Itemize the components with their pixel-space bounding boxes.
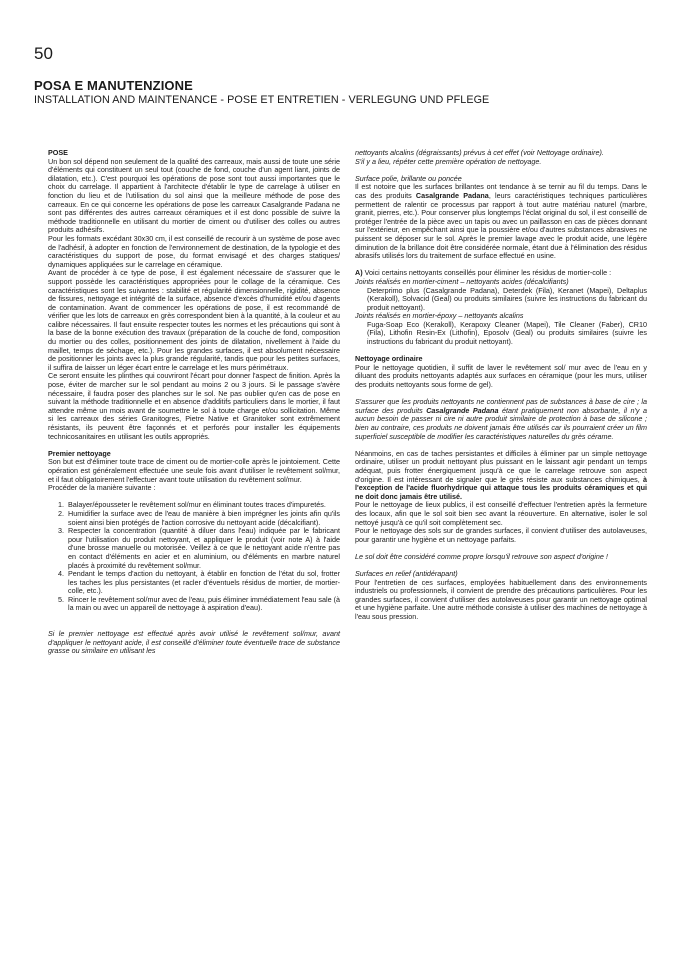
paragraph: Un bon sol dépend non seulement de la qualité des carreaux, mais aussi de toute une série d'éléments qui constituent un seul tout (couche de fond, couche d'un agent liant, joints de dilatation, etc.). C'est pourquoi les opérations de pose sont tout aussi importantes que le choix du carrelage. Il appartient à l'architecte d'établir le type de carrelage à utiliser en fonction du lieu et de l'utilisation du sol ainsi que la meilleure méthode de pose des carreaux. En ce qui concerne les opérations de pose les carreaux Casalgrande Padana ne sont pas différentes des autres carreaux céramiques et il est donc possible de suivre la méthode traditionnelle en utilisant du mortier de ciment ou d'utiliser des colles ou autres produits adhésifs. [48, 156, 340, 235]
list-item: 5. Rincer le revêtement sol/mur avec de l'eau, puis éliminer immédiatement l'eau sale (à la main ou avec un appareil de nettoyage à aspiration d'eau). [66, 596, 340, 613]
page-number: 50 [34, 44, 53, 63]
paragraph: Pour les formats excédant 30x30 cm, il est conseillé de recourir à un système de pose avec de l'adhésif, à adopter en fonction de l'environnement de destination, de la typologie et des caractéristiques du support de pose, du format envisagé et des charges statiques/ dynamiques appliquées sur le carrelage en céramique. [48, 233, 340, 269]
note-paragraph: Si le premier nettoyage est effectué après avoir utilisé le revêtement sol/mur, avant d'appliquer le nettoyant acide, il est conseillé d'éliminer toute éventuelle trace de substance grasse ou similaire en utilisant les [48, 629, 340, 656]
paragraph: Néanmoins, en cas de taches persistantes et difficiles à éliminer par un simple nettoyage ordinaire, utiliser un produit nettoyant plus puissant en le laissant agir pendant un temps adéquat, puis frotter énergiquement jusqu'à ce que le carrelage retrouve son aspect d'origine. Il est intéressant de signaler que le grès résiste aux substances chimiques, à l'exception de l'acide fluorhydrique qui attaque tous les produits céramiques et qui ne doit donc jamais être utilisé. [355, 448, 647, 501]
epoxy-joints-products: Fuga-Soap Eco (Kerakoll), Kerapoxy Cleaner (Mapei), Tile Cleaner (Faber), CR10 (Fila), Lithofin Resin-Ex (Lithofin), Eposolv (Geal) ou produits similaires (suivre les instructions du fabricant du produit nettoyant). [367, 319, 647, 347]
paragraph: S'il y a lieu, répéter cette première opération de nettoyage. [355, 156, 542, 166]
list-item: 4. Pendant le temps d'action du nettoyant, à établir en fonction de l'état du sol, frotter les taches les plus persistantes (et racler d'éventuels résidus de mortier, de mortier-colle, etc.). [66, 570, 340, 596]
ordinary-heading: Nettoyage ordinaire [355, 354, 423, 364]
paragraph: Son but est d'éliminer toute trace de ciment ou de mortier-colle après le jointoiement. Cette opération est généralement effectuée une seule fois avant d'utiliser le revêtement sol/mur, et il faut obligatoirement l'effectuer avant toute utilisation du revêtement sol/mur. [48, 457, 340, 484]
paragraph: Pour le nettoyage quotidien, il suffit de laver le revêtement sol/ mur avec de l'eau en y diluant des produits nettoyants adaptés aux surfaces en céramique (pour les murs, utiliser des produits nettoyants sous forme de gel). [355, 362, 647, 390]
paragraph: Pour le nettoyage de lieux publics, il est conseillé d'effectuer l'entretien après la fermeture des locaux, afin que le sol soit bien sec avant la réouverture. En alternative, isoler le sol nettoyé jusqu'à ce qu'il soit complètement sec. [355, 500, 647, 527]
paragraph: Avant de procéder à ce type de pose, il est également nécessaire de s'assurer que le support possède les caractéristiques appropriées pour le collage de la céramique. Ces caractéristiques sont les suivantes : stabilité et régularité dimensionnelle, rigidité, absence de fissures, nettoyage et intégrité de la surface, absence d'excès d'humidité et/ou d'agents de contamination. Avant de commencer les opérations de pose, il est recommandé de vérifier que les lots de carreaux en grès correspondent bien à la quantité, à la couleur et au calibre nécessaires. Il faut ensuite respecter toutes les normes et les précautions qui sont à la base de la bonne exécution des travaux (préparation de la couche de fond, composition du mortier ou des colles, positionnement des joints de dilatation, nivellement à l'aide du maillet, temps de séchage, etc.). Pour les grandes surfaces, il est absolument nécessaire de positionner les joints avec la plus grande régularité, tandis que pour les petites surfaces, il suffira de laisser un léger écart entre le carrelage et les murs périmétraux. [48, 268, 340, 372]
paragraph: Ce seront ensuite les plinthes qui couvriront l'écart pour donner l'aspect de finition. Après la pose, éviter de marcher sur le sol pendant au moins 2 ou 3 jours. Si le passage s'avère nécessaire, il faudra poser des planches sur le sol. Ne pas oublier qu'en cas de pose en suivant la méthode traditionnelle et en absence d'additifs particuliers dans le mortier, il faut attendre même un mois avant de soumettre le sol à toute charge et/ou sollicitation. Même si les carreaux des séries Granitogres, Pietre Native et Granitoker sont extrêmement résistants, ils peuvent être façonnés et et perforés pour installer les équipements technicosanitaires en utilisant les outils appropriés. [48, 371, 340, 441]
epoxy-joints-title: Joints réalisés en mortier-époxy – nettoyants alcalins [355, 311, 524, 321]
page-title: POSA E MANUTENZIONE [34, 78, 193, 93]
cement-joints-products: Deterprimo plus (Casalgrande Padana), Deterdek (Fila), Keranet (Mapei), Deltaplus (Kerakoll), Solvacid (Geal) ou produits similaires (suivre les instructions du fabricant du produit nettoyant). [367, 285, 647, 312]
paragraph: Pour l'entretien de ces surfaces, employées habituellement dans des environnements industriels ou professionnels, il convient de prendre des précautions particulières. Pour les grandes surfaces, il convient d'utiliser des autolaveuses pour garantir un nettoyage optimal et une hygiène parfaite. Une autre méthode consiste à utiliser des machines de nettoyage à l'eau sous pression. [355, 577, 647, 622]
paragraph: Procéder de la manière suivante : [48, 483, 156, 493]
left-column [48, 149, 340, 656]
steps-list [48, 501, 340, 613]
paragraph: Le sol doit être considéré comme propre lorsqu'il retrouve son aspect d'origine ! [355, 551, 608, 561]
paragraph: Pour le nettoyage des sols sur de grandes surfaces, il convient d'utiliser des autolaveuses, pour garantir une hygiène et un nettoyage parfaits. [355, 526, 647, 544]
polished-heading: Surface polie, brillante ou poncée [355, 173, 462, 183]
paragraph: Il est notoire que les surfaces brillantes ont tendance à se ternir au fil du temps. Dans le cas des produits Casalgrande Padana, leurs caractéristiques techniques particulières permettent de ralentir ce processus par rapport à tout autre matériau naturel (marbre, granit, pierres, etc.). Pour conserver plus longtemps l'éclat original du sol, il est conseillé de protéger l'entrée de la pièce avec un tapis ou avec un paillasson en cas de pièces donnant sur l'extérieur, en empêchant ainsi que la poussière et/ou d'autres substances abrasives ne puissent se déposer sur le sol. Après le premier lavage avec le produit acide, une légère diminution de la brillance doit être considérée normale, étant due à l'élimination des résidus abrasifs utilisés lors du traitement de surface effectué en usine. [355, 182, 647, 261]
paragraph: nettoyants alcalins (dégraissants) prévus à cet effet (voir Nettoyage ordinaire). [355, 148, 604, 157]
page-subtitle: INSTALLATION AND MAINTENANCE - POSE ET ENTRETIEN - VERLEGUNG UND PFLEGE [34, 94, 490, 106]
list-item: 3. Respecter la concentration (quantité à diluer dans l'eau) indiquée par le fabricant pour l'utilisation du produit nettoyant, et appliquer le produit (voir note A) à l'aide d'une brosse manuelle ou motorisée. Veillez à ce que le nettoyant acide n'entre pas en contact d'éléments en acier et en aluminium, ou d'éléments en marbre naturel placés à proximité du revêtement sol/mur. [66, 527, 340, 570]
list-item: 2. Humidifier la surface avec de l'eau de manière à bien imprégner les joints afin qu'ils soient ainsi bien protégés de l'action corrosive du nettoyant acide (décalcifiant). [66, 510, 340, 527]
note-a: A) Voici certains nettoyants conseillés pour éliminer les résidus de mortier-colle : [355, 268, 612, 278]
paragraph: S'assurer que les produits nettoyants ne contiennent pas de substances à base de cire ; la surface des produits Casalgrande Padana étant pratiquement non absorbante, il n'y a aucun besoin de passer ni cire ni autre produit similaire de protection à base de silicone ; bien au contraire, ces produits ne doivent jamais être utilisés car ils pourraient créer un film superficiel susceptible de modifier les caractéristiques naturelles du grès cérame. [355, 397, 647, 441]
list-item: 1. Balayer/épousseter le revêtement sol/mur en éliminant toutes traces d'impuretés. [66, 501, 340, 510]
cement-joints-title: Joints réalisés en mortier-ciment – nettoyants acides (décalcifiants) [355, 276, 569, 286]
first-clean-heading: Premier nettoyage [48, 448, 111, 458]
pose-heading: POSE [48, 148, 68, 157]
right-column [355, 149, 647, 622]
relief-heading: Surfaces en relief (antidérapant) [355, 569, 458, 579]
